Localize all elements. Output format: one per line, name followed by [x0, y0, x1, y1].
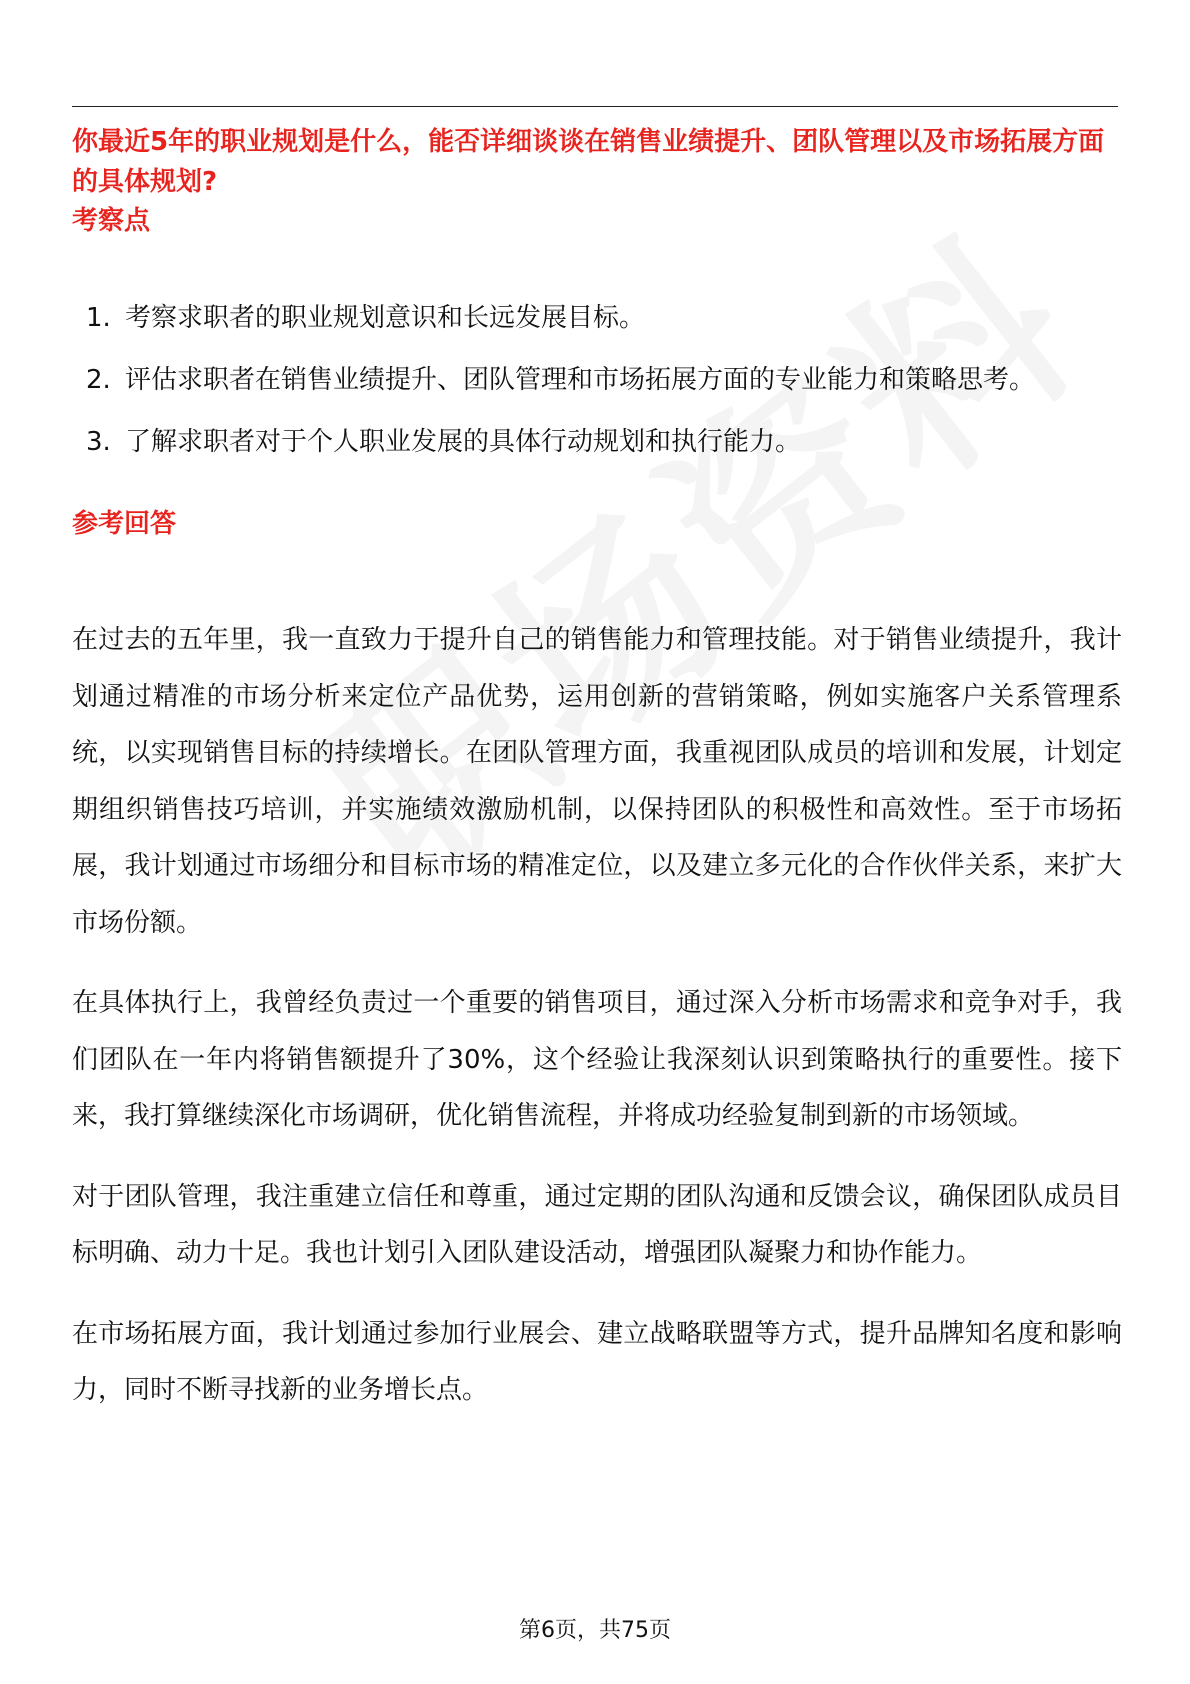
list-item-text: 评估求职者在销售业绩提升、团队管理和市场拓展方面的专业能力和策略思考。 — [125, 365, 1036, 395]
assessment-list — [72, 290, 1122, 476]
list-item — [72, 290, 1145, 346]
question-title: 你最近5年的职业规划是什么，能否详细谈谈在销售业绩提升、团队管理以及市场拓展方面的具体规划? — [72, 127, 1105, 197]
list-item — [72, 352, 1145, 408]
list-item-text: 了解求职者对于个人职业发展的具体行动规划和执行能力。 — [125, 427, 802, 457]
list-item-number: 2. — [86, 365, 111, 395]
list-item-number: 1. — [86, 303, 111, 333]
answer-paragraph: 在市场拓展方面，我计划通过参加行业展会、建立战略联盟等方式，提升品牌知名度和影响力，同时不断寻找新的业务增长点。 — [72, 1318, 1122, 1405]
list-item-number: 3. — [86, 427, 111, 457]
list-item-text: 考察求职者的职业规划意识和长远发展目标。 — [125, 303, 646, 333]
list-item — [72, 414, 1145, 470]
top-divider — [72, 106, 1118, 107]
page-number: 第6页，共75页 — [519, 1618, 671, 1643]
answer-paragraph: 在具体执行上，我曾经负责过一个重要的销售项目，通过深入分析市场需求和竞争对手，我们团队在一年内将销售额提升了30%，这个经验让我深刻认识到策略执行的重要性。接下来，我打算继续深化市场调研，优化销售流程，并将成功经验复制到新的市场领域。 — [72, 988, 1122, 1131]
answer-heading: 参考回答 — [72, 509, 177, 539]
assessment-heading: 考察点 — [72, 206, 151, 236]
answer-body — [72, 612, 1122, 1443]
answer-paragraph: 对于团队管理，我注重建立信任和尊重，通过定期的团队沟通和反馈会议，确保团队成员目标明确、动力十足。我也计划引入团队建设活动，增强团队凝聚力和协作能力。 — [72, 1181, 1122, 1268]
answer-paragraph: 在过去的五年里，我一直致力于提升自己的销售能力和管理技能。对于销售业绩提升，我计划通过精准的市场分析来定位产品优势，运用创新的营销策略，例如实施客户关系管理系统，以实现销售目标的持续增长。在团队管理方面，我重视团队成员的培训和发展，计划定期组织销售技巧培训，并实施绩效激励机制，以保持团队的积极性和高效性。至于市场拓展，我计划通过市场细分和目标市场的精准定位，以及建立多元化的合作伙伴关系，来扩大市场份额。 — [72, 625, 1122, 938]
